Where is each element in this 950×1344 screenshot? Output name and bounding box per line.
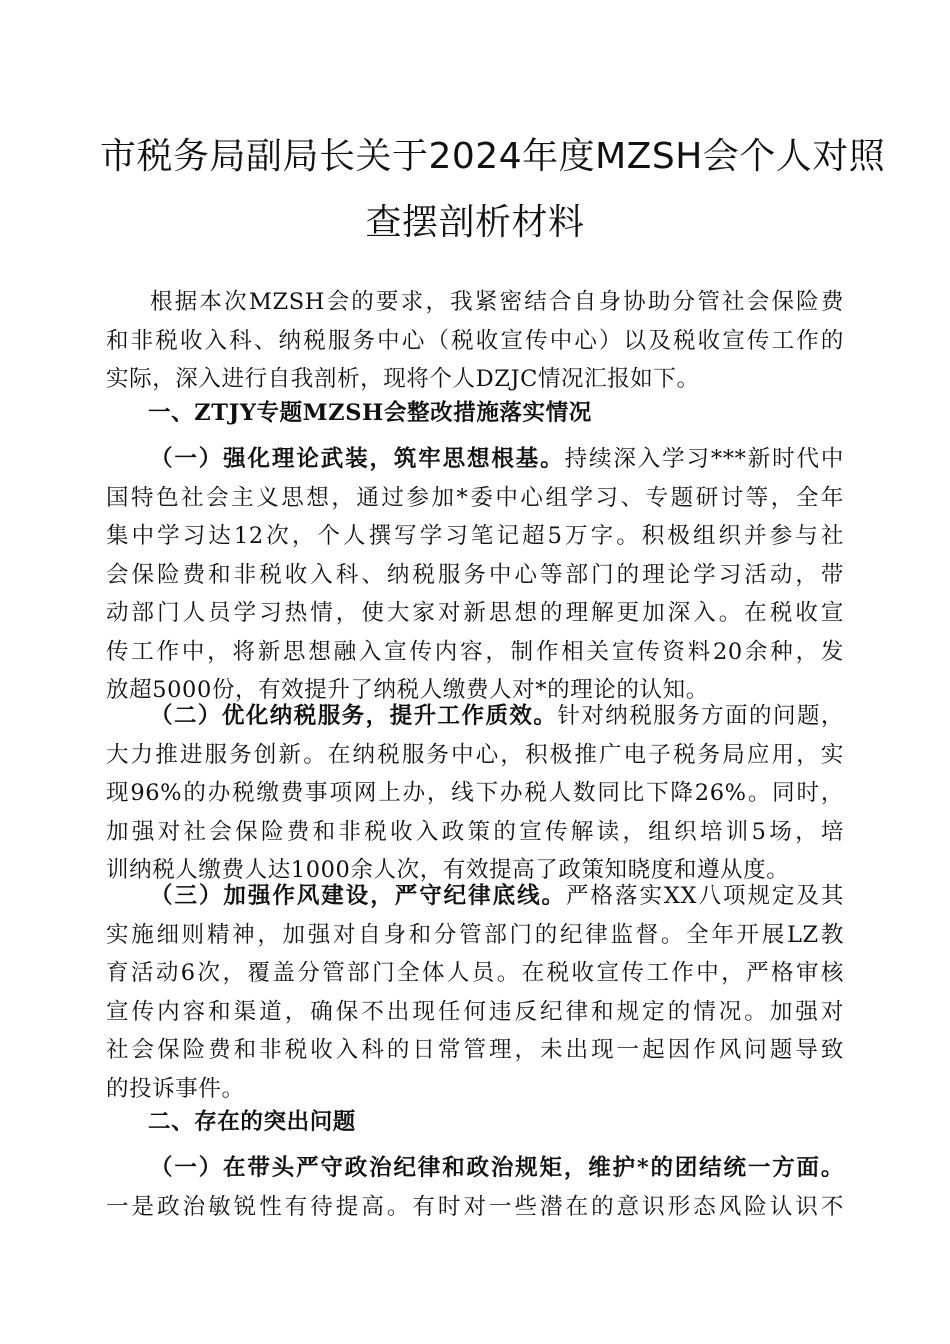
item-bold-lead: （一）在带头严守政治纪律和政治规矩，维护*的团结统一方面。	[150, 1155, 844, 1181]
item-first-rest: 严格落实XX八项规定及其	[566, 883, 844, 909]
item-line: 会保险费和非税收入科、纳税服务中心等部门的理论学习活动，带	[106, 561, 844, 588]
item-bold-lead: （一）强化理论武装，筑牢思想根基。	[150, 446, 565, 472]
section-2-item-1	[106, 1149, 844, 1226]
item-line: 社会保险费和非税收入科的日常管理，未出现一起因作风问题导致	[106, 1037, 844, 1063]
section-1-item-2	[106, 697, 844, 890]
item-line: 训纳税人缴费人达1000余人次，有效提高了政策知晓度和遵从度。	[106, 857, 790, 883]
item-line: 国特色社会主义思想，通过参加*委中心组学习、专题研讨等，全年	[106, 484, 844, 511]
item-line: 加强对社会保险费和非税收入政策的宣传解读，组织培训5场，培	[106, 818, 844, 845]
document-title-line-1: 市税务局副局长关于2024年度MZSH会个人对照	[100, 136, 886, 177]
item-first-line	[106, 697, 844, 736]
item-line: 动部门人员学习热情，使大家对新思想的理解更加深入。在税收宣	[106, 600, 844, 626]
item-bold-lead: （三）加强作风建设，严守纪律底线。	[150, 883, 567, 909]
item-line: 现96%的办税缴费事项网上办，线下办税人数同比下降26%。同时，	[106, 780, 844, 806]
intro-line: 实际，深入进行自我剖析，现将个人DZJC情况汇报如下。	[106, 366, 700, 392]
item-line: 传工作中，将新思想融入宣传内容，制作相关宣传资料20余种，发	[106, 638, 844, 665]
section-1-heading: 一、ZTJY专题MZSH会整改措施落实情况	[148, 400, 592, 426]
item-line: 一是政治敏锐性有待提高。有时对一些潜在的意识形态风险认识不	[106, 1193, 844, 1220]
item-line: 放超5000份，有效提升了纳税人缴费人对*的理论的认知。	[106, 677, 709, 703]
item-first-line	[106, 877, 844, 916]
item-line: 的投诉事件。	[106, 1075, 245, 1102]
document-title-line-2: 查摆剖析材料	[365, 202, 585, 243]
section-2-heading: 二、存在的突出问题	[148, 1109, 356, 1135]
item-first-line	[106, 440, 844, 479]
item-line: 育活动6次，覆盖分管部门全体人员。在税收宣传工作中，严格审核	[106, 960, 844, 986]
intro-line: 和非税收入科、纳税服务中心（税收宣传中心）以及税收宣传工作的	[106, 327, 844, 354]
item-line: 大力推进服务创新。在纳税服务中心，积极推广电子税务局应用，实	[106, 741, 844, 768]
item-bold-lead: （二）优化纳税服务，提升工作质效。	[150, 703, 558, 729]
item-first-rest: 针对纳税服务方面的问题，	[557, 703, 844, 729]
item-first-line	[106, 1149, 844, 1188]
section-1-item-3	[106, 877, 844, 1108]
intro-paragraph	[106, 283, 844, 399]
item-line: 宣传内容和渠道，确保不出现任何违反纪律和规定的情况。加强对	[106, 998, 844, 1025]
intro-line: 根据本次MZSH会的要求，我紧密结合自身协助分管社会保险费	[150, 289, 844, 315]
item-first-rest: 持续深入学习***新时代中	[564, 446, 844, 472]
item-line: 实施细则精神，加强对自身和分管部门的纪律监督。全年开展LZ教	[106, 921, 844, 948]
item-line: 集中学习达12次，个人撰写学习笔记超5万字。积极组织并参与社	[106, 523, 844, 549]
section-1-item-1	[106, 440, 844, 710]
